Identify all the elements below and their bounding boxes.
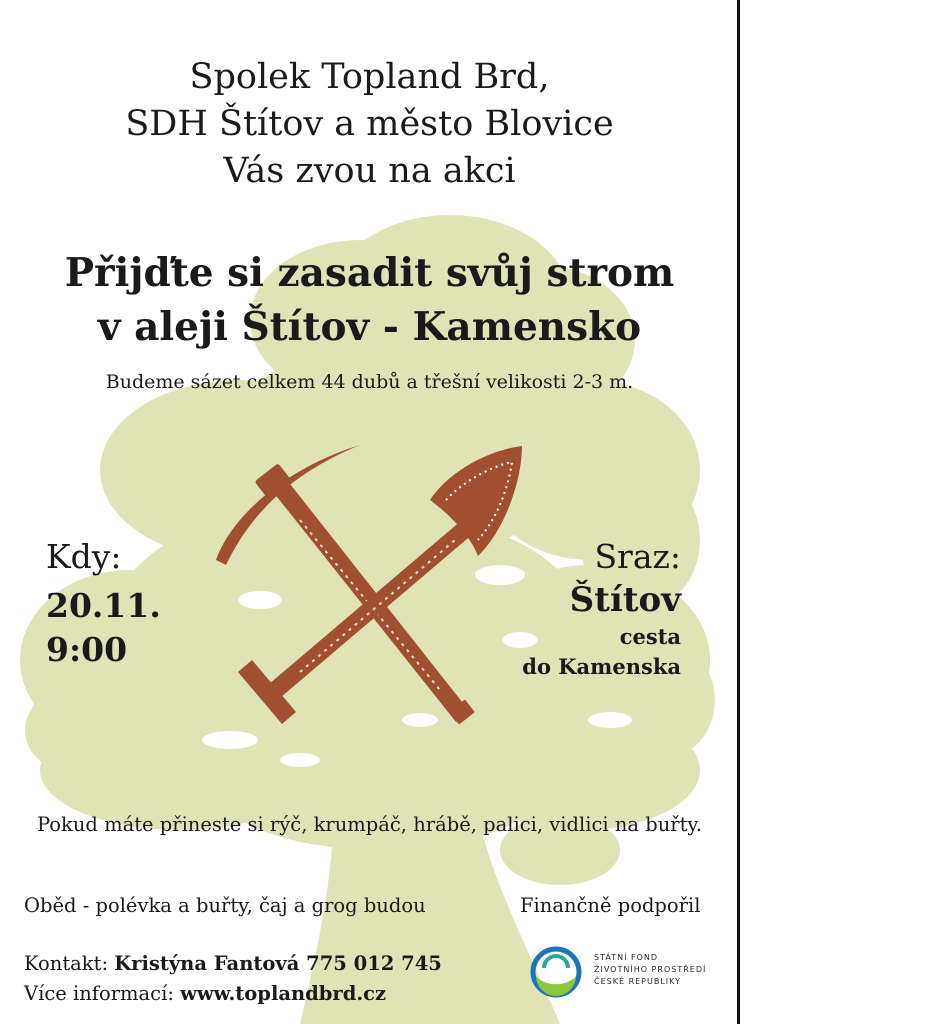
- when-date: 20.11.: [46, 586, 161, 625]
- organizers-line-3: Vás zvou na akci: [223, 151, 516, 191]
- more-info-label: Více informací:: [24, 982, 174, 1005]
- sfzp-logo-icon: [530, 946, 582, 998]
- when-label: Kdy:: [46, 537, 122, 576]
- contact-label: Kontakt:: [24, 952, 109, 975]
- meeting-detail-1: cesta: [619, 624, 681, 649]
- meeting-place: Štítov: [569, 580, 681, 620]
- organizers-line-1: Spolek Topland Brd,: [189, 57, 550, 97]
- sfzp-logo-text: [594, 952, 706, 988]
- meeting-detail-2: do Kamenska: [522, 654, 681, 679]
- event-title-line-1: Přijďte si zasadit svůj strom: [64, 250, 675, 296]
- support-label: Finančně podpořil: [520, 894, 701, 917]
- sfzp-logo-line-2: ŽIVOTNÍHO PROSTŘEDÍ: [594, 965, 707, 974]
- organizers-line-2: SDH Štítov a město Blovice: [125, 104, 614, 144]
- bring-tools-note: Pokud máte přineste si rýč, krumpáč, hrábě, palici, vidlici na buřty.: [36, 813, 703, 836]
- event-subtitle: Budeme sázet celkem 44 dubů a třešní velikosti 2-3 m.: [105, 371, 634, 393]
- more-info-line: [24, 982, 386, 1005]
- event-title-line-2: v aleji Štítov - Kamensko: [97, 304, 642, 350]
- meeting-label: Sraz:: [594, 537, 681, 576]
- sfzp-logo-line-1: STÁTNÍ FOND: [594, 953, 659, 962]
- contact-name-phone: Kristýna Fantová 775 012 745: [114, 952, 442, 975]
- sfzp-logo-line-3: ČESKÉ REPUBLIKY: [594, 977, 682, 986]
- website-link[interactable]: www.toplandbrd.cz: [180, 982, 387, 1005]
- page-divider: [737, 0, 740, 1024]
- contact-line: [24, 952, 442, 975]
- lunch-note: Oběd - polévka a buřty, čaj a grog budou: [24, 894, 426, 917]
- when-time: 9:00: [46, 630, 128, 669]
- organizers-heading: [0, 54, 739, 195]
- event-title: [0, 246, 739, 354]
